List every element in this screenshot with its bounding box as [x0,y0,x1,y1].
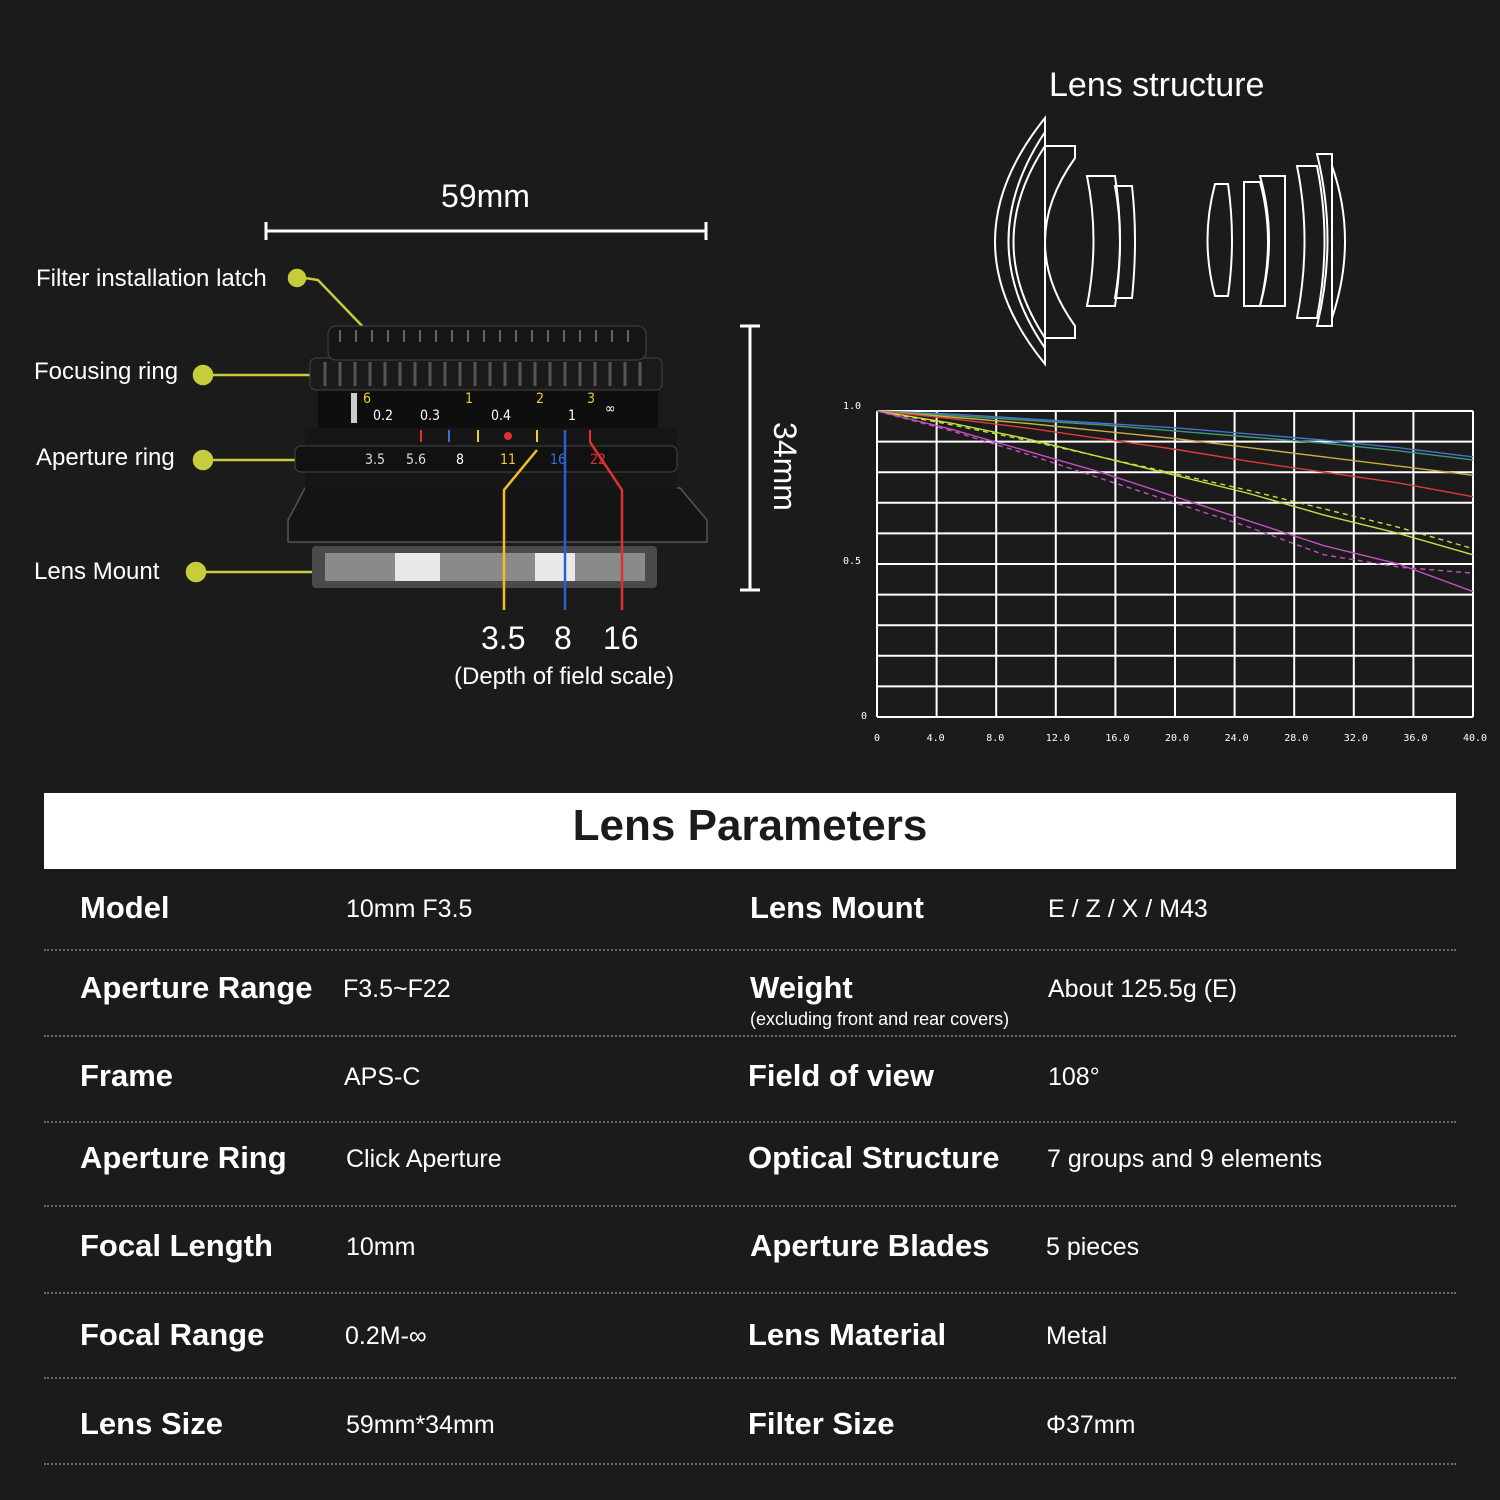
mtf-grid [877,411,1473,717]
row-divider [44,1121,1456,1123]
parameters-header [44,793,1456,869]
row-divider [44,949,1456,951]
lens-distance-mark: 1 [568,408,577,424]
param-value-focal-range: 0.2M-∞ [345,1322,427,1350]
param-value-optical-structure: 7 groups and 9 elements [1047,1145,1323,1173]
width-dimension-line [260,220,712,242]
lens-distance-mark: 1 [465,391,474,407]
lens-aperture-mark: 8 [456,452,465,468]
y-tick-label: 0.5 [843,556,862,567]
param-label-field-of-view: Field of view [748,1058,935,1093]
x-tick-label: 40.0 [1463,733,1488,744]
param-note-weight: (excluding front and rear covers) [750,1009,1010,1029]
param-label-focal-length: Focal Length [80,1228,273,1263]
height-dimension-line [738,322,762,594]
param-value-model: 10mm F3.5 [346,895,473,923]
x-tick-label: 16.0 [1105,733,1130,744]
lens-distance-mark: ∞ [605,401,616,417]
x-tick-label: 32.0 [1343,733,1368,744]
param-label-optical-structure: Optical Structure [748,1140,1000,1175]
parameters-title: Lens Parameters [572,801,928,850]
param-value-lens-mount: E / Z / X / M43 [1048,895,1208,923]
aperture-ring-label: Aperture ring [36,444,175,471]
row-divider [44,1035,1456,1037]
param-value-weight: About 125.5g (E) [1048,975,1238,1003]
lens-distance-mark: 3 [587,391,596,407]
dof-caption: (Depth of field scale) [454,663,675,690]
param-label-lens-size: Lens Size [80,1406,223,1441]
param-label-filter-size: Filter Size [748,1406,895,1441]
x-tick-label: 24.0 [1224,733,1249,744]
dof-value: 8 [554,620,572,656]
row-divider [44,1205,1456,1207]
x-tick-label: 36.0 [1403,733,1428,744]
lens-mount-label: Lens Mount [34,558,160,585]
param-value-focal-length: 10mm [346,1233,416,1261]
param-value-aperture-range: F3.5~F22 [343,975,451,1003]
lens-structure-title: Lens structure [1049,66,1265,104]
param-value-aperture-blades: 5 pieces [1046,1233,1140,1261]
lens-aperture-mark: 16 [550,452,567,468]
lens-distance-mark: 2 [536,391,545,407]
mtf-y-ticks [843,401,867,722]
param-value-filter-size: Φ37mm [1046,1411,1136,1439]
param-value-frame: APS-C [344,1063,421,1091]
filter-latch-label: Filter installation latch [36,265,267,292]
dof-value: 3.5 [481,620,526,656]
width-dimension-label: 59mm [441,178,530,214]
param-value-aperture-ring: Click Aperture [346,1145,502,1173]
param-label-lens-mount: Lens Mount [750,890,924,925]
x-tick-label: 28.0 [1284,733,1309,744]
lens-aperture-mark: 5.6 [406,452,427,468]
x-tick-label: 8.0 [986,733,1005,744]
row-divider [44,1463,1456,1465]
lens-aperture-mark: 22 [590,452,607,468]
x-tick-label: 20.0 [1165,733,1190,744]
y-tick-label: 0 [861,711,868,722]
param-label-focal-range: Focal Range [80,1317,265,1352]
height-dimension-label: 34mm [766,422,803,511]
focusing-ring-label: Focusing ring [34,358,179,385]
param-value-lens-size: 59mm*34mm [346,1411,495,1439]
lens-aperture-mark: 11 [500,452,517,468]
x-tick-label: 4.0 [926,733,945,744]
param-label-aperture-blades: Aperture Blades [750,1228,990,1263]
param-value-lens-material: Metal [1046,1322,1108,1350]
lens-illustration [180,250,720,610]
x-tick-label: 0 [874,733,881,744]
row-divider [44,1377,1456,1379]
dof-value: 16 [603,620,639,656]
x-tick-label: 12.0 [1045,733,1070,744]
lens-distance-mark: 0.3 [420,408,441,424]
param-label-model: Model [80,890,170,925]
param-label-frame: Frame [80,1058,174,1093]
param-label-weight: Weight [750,970,853,1005]
lens-distance-mark: 0.2 [373,408,394,424]
row-divider [44,1292,1456,1294]
param-label-aperture-range: Aperture Range [80,970,313,1005]
mtf-x-ticks [874,733,1487,744]
mtf-chart [830,395,1490,755]
lens-structure-diagram [960,110,1360,375]
param-value-field-of-view: 108° [1048,1063,1100,1091]
lens-distance-mark: 0.4 [491,408,512,424]
y-tick-label: 1.0 [843,401,862,412]
param-label-lens-material: Lens Material [748,1317,947,1352]
param-label-aperture-ring: Aperture Ring [80,1140,287,1175]
lens-aperture-mark: 3.5 [365,452,386,468]
lens-distance-mark: 6 [363,391,372,407]
